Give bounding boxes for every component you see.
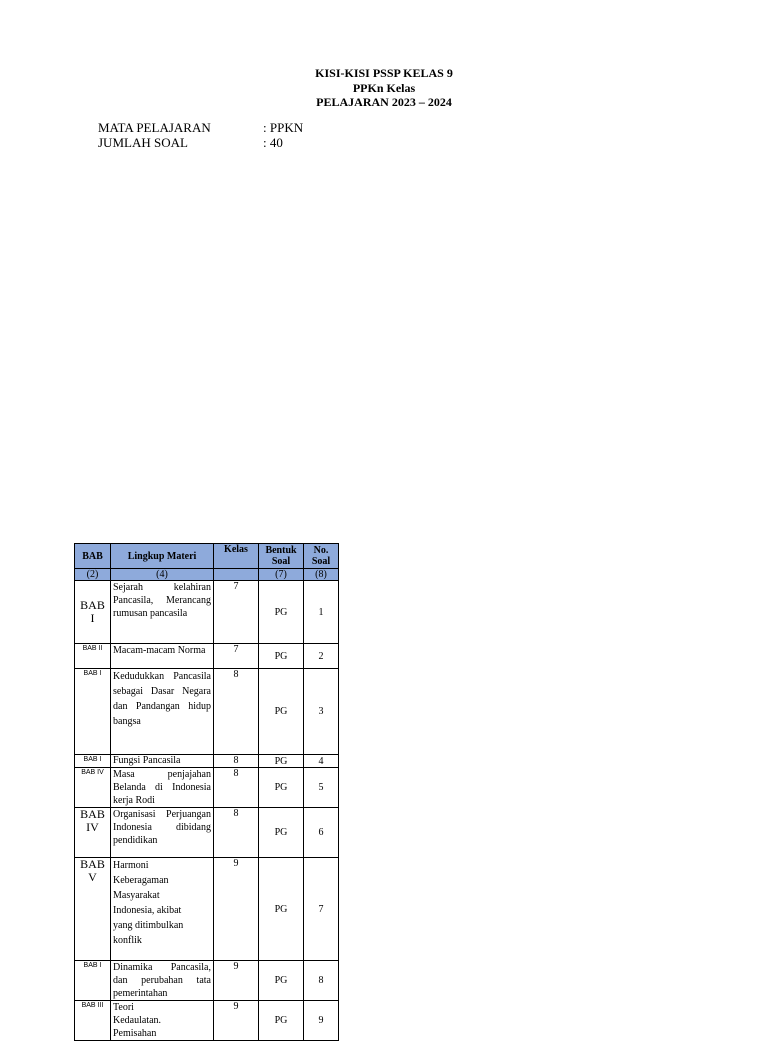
- bentuk-cell: PG: [259, 669, 304, 755]
- no-cell: 4: [304, 755, 339, 768]
- table-row: [75, 644, 339, 669]
- bentuk-cell: PG: [259, 755, 304, 768]
- document-title: [0, 66, 768, 110]
- info-label: JUMLAH SOAL: [98, 134, 188, 150]
- no-cell: 5: [304, 768, 339, 808]
- materi-cell: Fungsi Pancasila: [111, 755, 214, 768]
- bab-cell: BAB I: [75, 755, 111, 768]
- bab-cell: BAB V: [75, 858, 111, 961]
- bab-cell: BAB I: [75, 581, 111, 644]
- bab-cell: BAB I: [75, 669, 111, 755]
- materi-cell: Teori Kedaulatan. Pemisahan: [111, 1001, 214, 1041]
- no-cell: 2: [304, 644, 339, 669]
- materi-cell: Harmoni Keberagaman Masyarakat Indonesia, akibat yang ditimbulkan konflik: [111, 858, 214, 961]
- kelas-cell: 9: [214, 1001, 259, 1041]
- table-row: [75, 1001, 339, 1041]
- kelas-cell: 8: [214, 808, 259, 858]
- no-cell: 1: [304, 581, 339, 644]
- table-row: [75, 961, 339, 1001]
- table-row: [75, 858, 339, 961]
- bab-cell: BAB III: [75, 1001, 111, 1041]
- no-cell: 3: [304, 669, 339, 755]
- bentuk-cell: PG: [259, 581, 304, 644]
- column-number-row: [75, 569, 339, 581]
- title-line-1: KISI-KISI PSSP KELAS 9: [315, 66, 453, 80]
- kelas-cell: 8: [214, 768, 259, 808]
- bab-cell: BAB IV: [75, 808, 111, 858]
- materi-cell: Masa penjajahan Belanda di Indonesia kerja Rodi: [111, 768, 214, 808]
- bentuk-cell: PG: [259, 808, 304, 858]
- table-row: [75, 768, 339, 808]
- info-row-question-count: [98, 136, 303, 151]
- kelas-cell: 9: [214, 961, 259, 1001]
- colnum-bentuk: (7): [259, 569, 304, 581]
- header-bab: BAB: [75, 544, 111, 569]
- bentuk-cell: PG: [259, 858, 304, 961]
- bentuk-cell: PG: [259, 768, 304, 808]
- colnum-bab: (2): [75, 569, 111, 581]
- bab-cell: BAB I: [75, 961, 111, 1001]
- no-cell: 7: [304, 858, 339, 961]
- table-header-row: [75, 544, 339, 569]
- no-cell: 6: [304, 808, 339, 858]
- materi-cell: Dinamika Pancasila, dan perubahan tata pemerintahan: [111, 961, 214, 1001]
- info-value: : PPKN: [263, 120, 304, 135]
- table-row: [75, 581, 339, 644]
- title-line-2: PPKn Kelas: [352, 80, 416, 95]
- bentuk-cell: PG: [259, 1001, 304, 1041]
- info-row-subject: [98, 121, 303, 136]
- colnum-no: (8): [304, 569, 339, 581]
- title-line-3: PELAJARAN 2023 – 2024: [316, 95, 452, 109]
- document-info: [98, 121, 303, 150]
- table-row: [75, 808, 339, 858]
- materi-cell: Organisasi Perjuangan Indonesia dibidang pendidikan: [111, 808, 214, 858]
- no-cell: 8: [304, 961, 339, 1001]
- kelas-cell: 9: [214, 858, 259, 961]
- bab-cell: BAB IV: [75, 768, 111, 808]
- header-kelas: Kelas: [214, 544, 259, 569]
- header-bentuk-soal: Bentuk Soal: [259, 544, 304, 569]
- info-value: : 40: [263, 134, 283, 150]
- colnum-materi: (4): [111, 569, 214, 581]
- kelas-cell: 7: [214, 644, 259, 669]
- kelas-cell: 8: [214, 669, 259, 755]
- bentuk-cell: PG: [259, 961, 304, 1001]
- info-label: MATA PELAJARAN: [98, 120, 211, 135]
- bentuk-cell: PG: [259, 644, 304, 669]
- materi-cell: Kedudukkan Pancasila sebagai Dasar Negara dan Pandangan hidup bangsa: [111, 669, 214, 755]
- header-materi: Lingkup Materi: [111, 544, 214, 569]
- kelas-cell: 8: [214, 755, 259, 768]
- bab-cell: BAB II: [75, 644, 111, 669]
- kelas-cell: 7: [214, 581, 259, 644]
- materi-cell: Macam-macam Norma: [111, 644, 214, 669]
- colnum-kelas: [214, 569, 259, 581]
- kisi-kisi-table: [74, 543, 339, 1041]
- table-row: [75, 755, 339, 768]
- no-cell: 9: [304, 1001, 339, 1041]
- table-row: [75, 669, 339, 755]
- materi-cell: Sejarah kelahiran Pancasila, Merancang rumusan pancasila: [111, 581, 214, 644]
- header-no-soal: No. Soal: [304, 544, 339, 569]
